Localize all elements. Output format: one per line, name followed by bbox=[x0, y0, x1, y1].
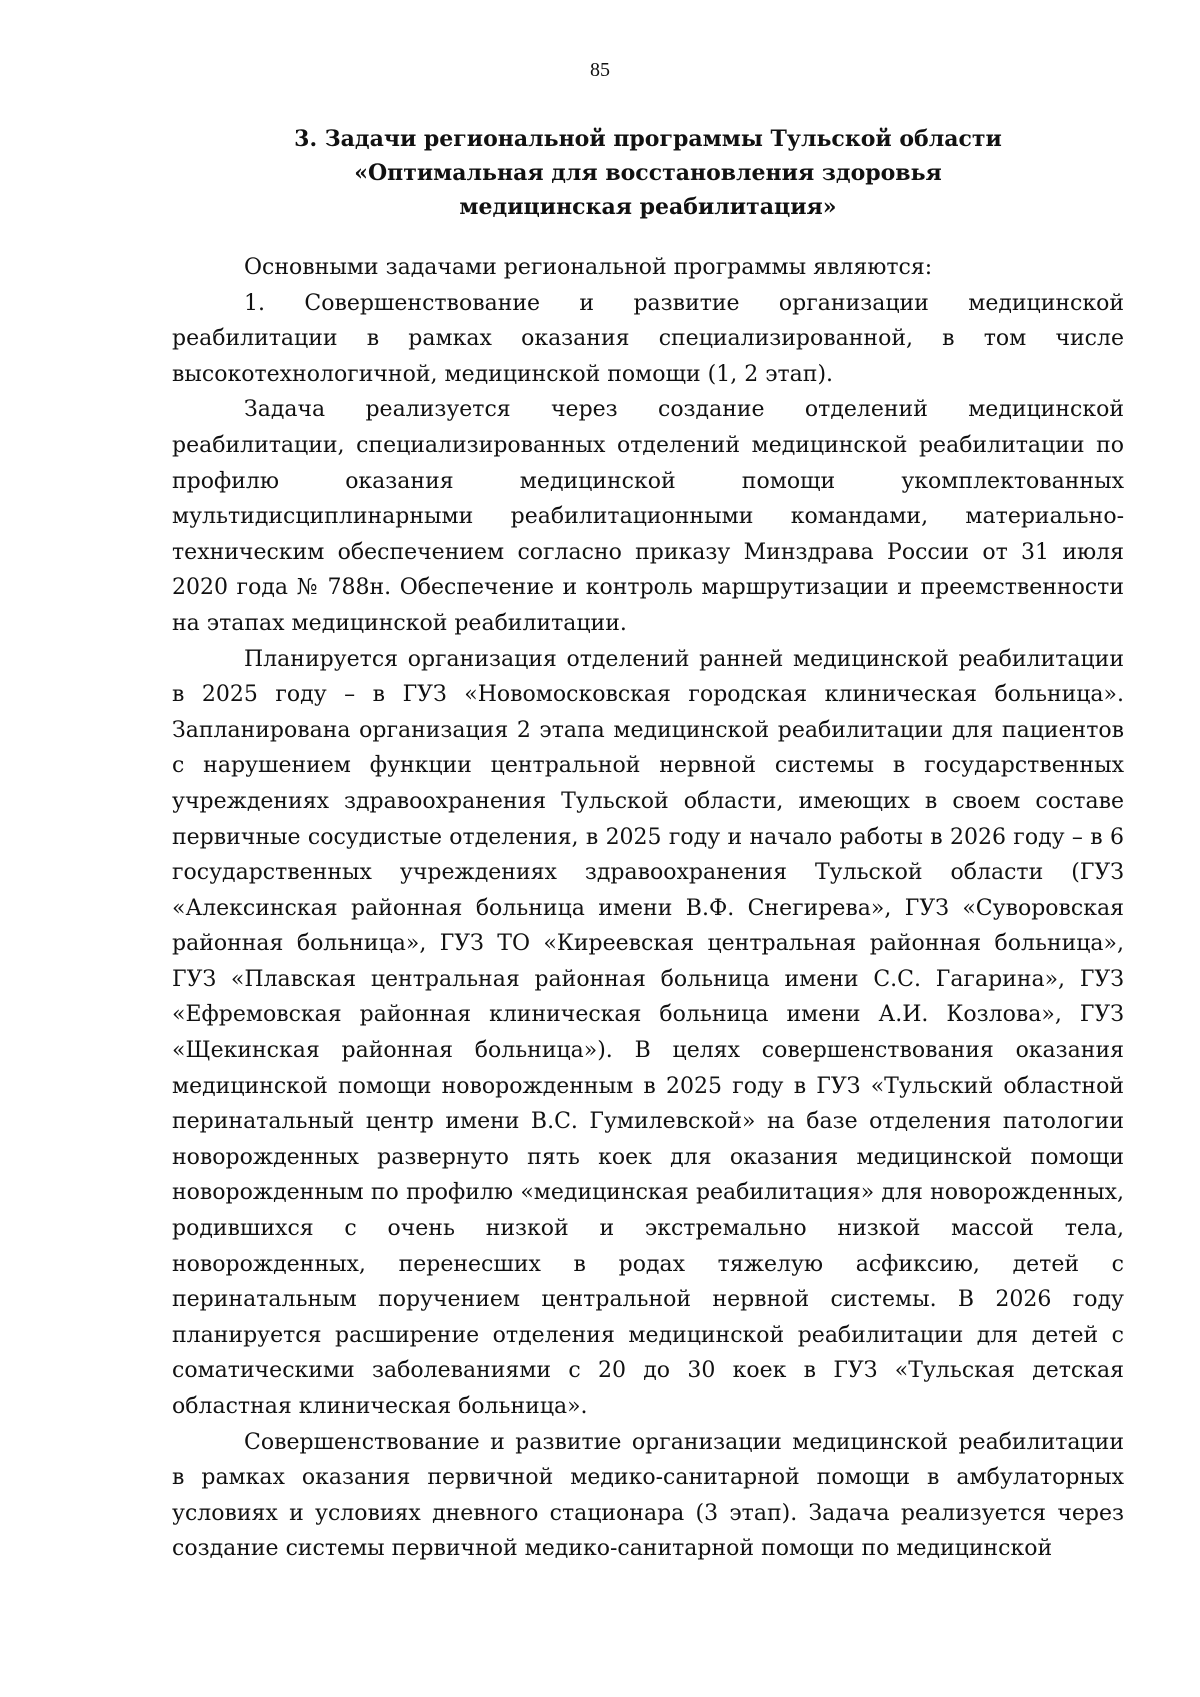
paragraph-primary-care: Совершенствование и развитие организации медицинской реабилитации в рамках оказания первичной медико-санитарной помощи в амбулаторных условиях и условиях дневного стационара (3 этап). Задача реализуется через создание системы первичной медико-санитарной помощи по медицинской bbox=[172, 1429, 1124, 1562]
section-title-line-1: 3. Задачи региональной программы Тульской области bbox=[294, 126, 1002, 152]
section-title-line-3: медицинская реабилитация» bbox=[459, 194, 837, 220]
section-title bbox=[172, 122, 1124, 224]
paragraph-intro: Основными задачами региональной программы являются: bbox=[244, 255, 933, 280]
section-title-line-2: «Оптимальная для восстановления здоровья bbox=[354, 160, 942, 186]
paragraph-task-1: 1. Совершенствование и развитие организации медицинской реабилитации в рамках оказания специализированной, в том числе высокотехнологичной, медицинской помощи (1, 2 этап). bbox=[172, 290, 1124, 387]
paragraph-task-implementation: Задача реализуется через создание отделений медицинской реабилитации, специализированных отделений медицинской реабилитации по профилю оказания медицинской помощи укомплектованных мультидисциплинарными реабилитационными командами, материально-техническим обеспечением согласно приказу Минздрава России от 31 июля 2020 года № 788н. Обеспечение и контроль маршрутизации и преемственности на этапах медицинской реабилитации. bbox=[172, 397, 1124, 636]
paragraph-planned-organization: Планируется организация отделений ранней медицинской реабилитации в 2025 году – в ГУЗ «Новомосковская городская клиническая больница». Запланирована организация 2 этапа медицинской реабилитации для пациентов с нарушением функции центральной нервной системы в государственных учреждениях здравоохранения Тульской области, имеющих в своем составе первичные сосудистые отделения, в 2025 году и начало работы в 2026 году – в 6 государственных учреждениях здравоохранения Тульской области (ГУЗ «Алексинская районная больница имени В.Ф. Снегирева», ГУЗ «Суворовская районная больница», ГУЗ ТО «Киреевская центральная районная больница», ГУЗ «Плавская центральная районная больница имени С.С. Гагарина», ГУЗ «Ефремовская районная клиническая больница имени А.И. Козлова», ГУЗ «Щекинская районная больница»). В целях совершенствования оказания медицинской помощи новорожденным в 2025 году в ГУЗ «Тульский областной перинатальный центр имени В.С. Гумилевской» на базе отделения патологии новорожденных развернуто пять коек для оказания медицинской помощи новорожденным по профилю «медицинская реабилитация» для новорожденных, родившихся с очень низкой и экстремально низкой массой тела, новорожденных, перенесших в родах тяжелую асфиксию, детей с перинатальным поручением центральной нервной системы. В 2026 году планируется расширение отделения медицинской реабилитации для детей с соматическими заболеваниями с 20 до 30 коек в ГУЗ «Тульская детская областная клиническая больница». bbox=[172, 646, 1124, 1419]
body-text bbox=[172, 250, 1124, 1567]
page-number: 85 bbox=[590, 59, 610, 81]
